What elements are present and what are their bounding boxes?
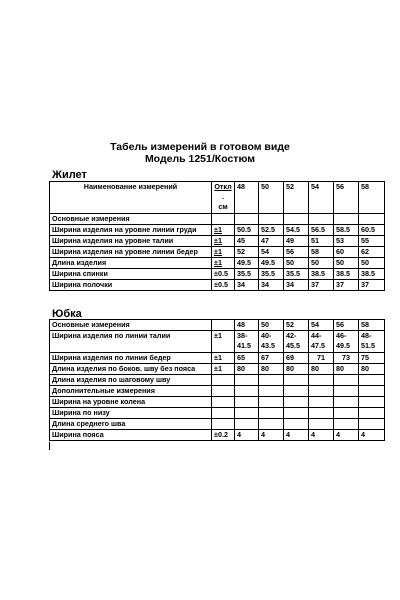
row-name: Ширина пояса — [50, 430, 212, 441]
tolerance-header-line2: . — [222, 192, 224, 201]
cell — [212, 320, 235, 331]
row-value — [259, 408, 284, 419]
row-value: 37 — [359, 280, 385, 291]
row-name: Длина изделия по шаговому шву — [50, 375, 212, 386]
basic-measurements-label: Основные измерения — [50, 214, 212, 225]
row-value — [334, 408, 359, 419]
vest-basic-row — [50, 214, 385, 225]
row-value: 45 — [235, 236, 259, 247]
row-value — [284, 386, 309, 397]
row-value: 67 — [259, 353, 284, 364]
row-value: 56.5 — [309, 225, 334, 236]
row-value — [334, 375, 359, 386]
row-tolerance — [212, 419, 235, 430]
skirt-section-label: Юбка — [52, 308, 82, 320]
row-tolerance: ±1 — [212, 236, 235, 247]
column-header-tolerance — [212, 182, 235, 214]
table-row — [50, 430, 385, 441]
row-value: 80 — [284, 364, 309, 375]
row-value: 51 — [309, 236, 334, 247]
row-name: Ширина изделия по линии бедер — [50, 353, 212, 364]
size-header-58: 58 — [359, 320, 385, 331]
row-tolerance — [212, 375, 235, 386]
row-value — [259, 375, 284, 386]
row-name: Длина изделия по боков. шву без пояса — [50, 364, 212, 375]
row-value — [284, 397, 309, 408]
row-value: 4 — [259, 430, 284, 441]
row-value: 69 — [284, 353, 309, 364]
row-value — [284, 331, 309, 353]
row-value — [235, 408, 259, 419]
row-value — [359, 375, 385, 386]
row-value: 80 — [359, 364, 385, 375]
table-row — [50, 419, 385, 430]
row-tolerance: ±0.5 — [212, 269, 235, 280]
size-header-48: 48 — [235, 320, 259, 331]
size-header-48: 48 — [235, 182, 259, 214]
row-name: Ширина изделия на уровне талии — [50, 236, 212, 247]
row-tolerance: ±0.5 — [212, 280, 235, 291]
range-end: 47.5 — [311, 341, 325, 350]
row-value: 75 — [359, 353, 385, 364]
row-value: 60 — [334, 247, 359, 258]
row-tolerance: ±1 — [212, 364, 235, 375]
row-value: 37 — [309, 280, 334, 291]
table-row — [50, 236, 385, 247]
row-value: 4 — [359, 430, 385, 441]
row-value — [259, 419, 284, 430]
row-value: 50 — [359, 258, 385, 269]
row-value: 4 — [235, 430, 259, 441]
row-value — [259, 397, 284, 408]
row-value — [235, 331, 259, 353]
table-border-tail — [49, 442, 50, 450]
row-name: Ширина полочки — [50, 280, 212, 291]
row-name: Длина изделия — [50, 258, 212, 269]
row-value: 34 — [235, 280, 259, 291]
row-name: Ширина спинки — [50, 269, 212, 280]
row-name: Дополнительные измерения — [50, 386, 212, 397]
row-value — [359, 408, 385, 419]
table-row — [50, 280, 385, 291]
row-value: 58 — [309, 247, 334, 258]
row-tolerance: ±1 — [212, 247, 235, 258]
row-value: 35.5 — [235, 269, 259, 280]
row-value: 38.5 — [309, 269, 334, 280]
row-value: 38.5 — [359, 269, 385, 280]
range-start: 46- — [336, 331, 347, 340]
row-value: 49.5 — [235, 258, 259, 269]
row-tolerance — [212, 408, 235, 419]
row-value — [284, 375, 309, 386]
size-header-50: 50 — [259, 182, 284, 214]
row-value — [259, 386, 284, 397]
table-row — [50, 364, 385, 375]
cell — [359, 214, 385, 225]
row-name: Ширина изделия на уровне линии бедер — [50, 247, 212, 258]
row-value: 56 — [284, 247, 309, 258]
model-title: Модель 1251/Костюм — [144, 153, 256, 165]
row-value: 50 — [284, 258, 309, 269]
vest-section-label: Жилет — [52, 169, 87, 181]
row-value — [334, 397, 359, 408]
size-header-54: 54 — [309, 320, 334, 331]
row-value: 35.5 — [259, 269, 284, 280]
row-value: 34 — [259, 280, 284, 291]
row-value: 53 — [334, 236, 359, 247]
size-header-52: 52 — [284, 320, 309, 331]
cell — [309, 214, 334, 225]
row-value — [359, 419, 385, 430]
row-value: 55 — [359, 236, 385, 247]
row-value: 73 — [334, 353, 359, 364]
row-value — [334, 419, 359, 430]
table-row — [50, 375, 385, 386]
range-start: 42- — [286, 331, 297, 340]
row-tolerance: ±1 — [212, 353, 235, 364]
range-start: 38- — [237, 331, 248, 340]
range-end: 43.5 — [261, 341, 275, 350]
row-value: 80 — [334, 364, 359, 375]
row-value: 80 — [259, 364, 284, 375]
table-row — [50, 258, 385, 269]
row-value: 80 — [235, 364, 259, 375]
row-value: 37 — [334, 280, 359, 291]
table-row — [50, 331, 385, 353]
row-value: 62 — [359, 247, 385, 258]
range-end: 49.5 — [336, 341, 350, 350]
row-value — [309, 419, 334, 430]
tolerance-header-line3: см — [218, 202, 228, 211]
size-header-58: 58 — [359, 182, 385, 214]
table-row — [50, 269, 385, 280]
row-name: Ширина на уровне колена — [50, 397, 212, 408]
row-value: 34 — [284, 280, 309, 291]
row-tolerance — [212, 397, 235, 408]
range-start: 40- — [261, 331, 272, 340]
skirt-measurement-table — [49, 319, 385, 441]
row-tolerance: ±1 — [212, 258, 235, 269]
row-value — [309, 408, 334, 419]
size-header-54: 54 — [309, 182, 334, 214]
row-value — [235, 419, 259, 430]
table-row — [50, 225, 385, 236]
row-value — [235, 375, 259, 386]
row-value: 50 — [309, 258, 334, 269]
row-value — [309, 386, 334, 397]
size-header-50: 50 — [259, 320, 284, 331]
table-row — [50, 386, 385, 397]
row-name: Длина среднего шва — [50, 419, 212, 430]
row-value: 4 — [309, 430, 334, 441]
cell — [235, 214, 259, 225]
row-value: 65 — [235, 353, 259, 364]
row-value — [235, 397, 259, 408]
row-value: 47 — [259, 236, 284, 247]
row-value — [359, 331, 385, 353]
row-value — [309, 331, 334, 353]
size-header-56: 56 — [334, 320, 359, 331]
row-value: 49 — [284, 236, 309, 247]
row-value: 54 — [259, 247, 284, 258]
row-value — [359, 397, 385, 408]
cell — [212, 214, 235, 225]
row-value: 38.5 — [334, 269, 359, 280]
row-value — [309, 397, 334, 408]
row-value: 80 — [309, 364, 334, 375]
row-value: 52 — [235, 247, 259, 258]
document-title: Табель измерений в готовом виде — [110, 141, 290, 153]
row-value: 58.5 — [334, 225, 359, 236]
row-value: 4 — [334, 430, 359, 441]
row-value — [309, 375, 334, 386]
row-value: 50 — [334, 258, 359, 269]
tolerance-header-line1: Откл — [214, 182, 232, 191]
row-value — [284, 408, 309, 419]
row-value: 49.5 — [259, 258, 284, 269]
cell — [334, 214, 359, 225]
cell — [284, 214, 309, 225]
row-value: 60.5 — [359, 225, 385, 236]
vest-header-row — [50, 182, 385, 214]
row-value: 52.5 — [259, 225, 284, 236]
row-name: Ширина по низу — [50, 408, 212, 419]
row-value: 50.5 — [235, 225, 259, 236]
range-end: 51.5 — [361, 341, 375, 350]
range-start: 48- — [361, 331, 372, 340]
row-name: Ширина изделия по линии талии — [50, 331, 212, 353]
table-row — [50, 408, 385, 419]
basic-measurements-label: Основные измерения — [50, 320, 212, 331]
row-tolerance: ±1 — [212, 225, 235, 236]
row-value: 71 — [309, 353, 334, 364]
row-value — [259, 331, 284, 353]
range-start: 44- — [311, 331, 322, 340]
table-row — [50, 397, 385, 408]
row-value: 35.5 — [284, 269, 309, 280]
row-value: 4 — [284, 430, 309, 441]
skirt-header-row — [50, 320, 385, 331]
row-value — [359, 386, 385, 397]
range-end: 45.5 — [286, 341, 300, 350]
row-value — [334, 386, 359, 397]
table-row — [50, 247, 385, 258]
vest-measurement-table — [49, 181, 385, 291]
cell — [259, 214, 284, 225]
column-header-name: Наименование измерений — [50, 182, 212, 214]
size-header-56: 56 — [334, 182, 359, 214]
row-value: 54.5 — [284, 225, 309, 236]
size-header-52: 52 — [284, 182, 309, 214]
row-tolerance: ±0.2 — [212, 430, 235, 441]
row-value — [334, 331, 359, 353]
row-value — [284, 419, 309, 430]
row-tolerance — [212, 386, 235, 397]
table-row — [50, 353, 385, 364]
row-value — [235, 386, 259, 397]
row-tolerance: ±1 — [212, 331, 235, 353]
row-name: Ширина изделия на уровне линии груди — [50, 225, 212, 236]
range-end: 41.5 — [237, 341, 251, 350]
